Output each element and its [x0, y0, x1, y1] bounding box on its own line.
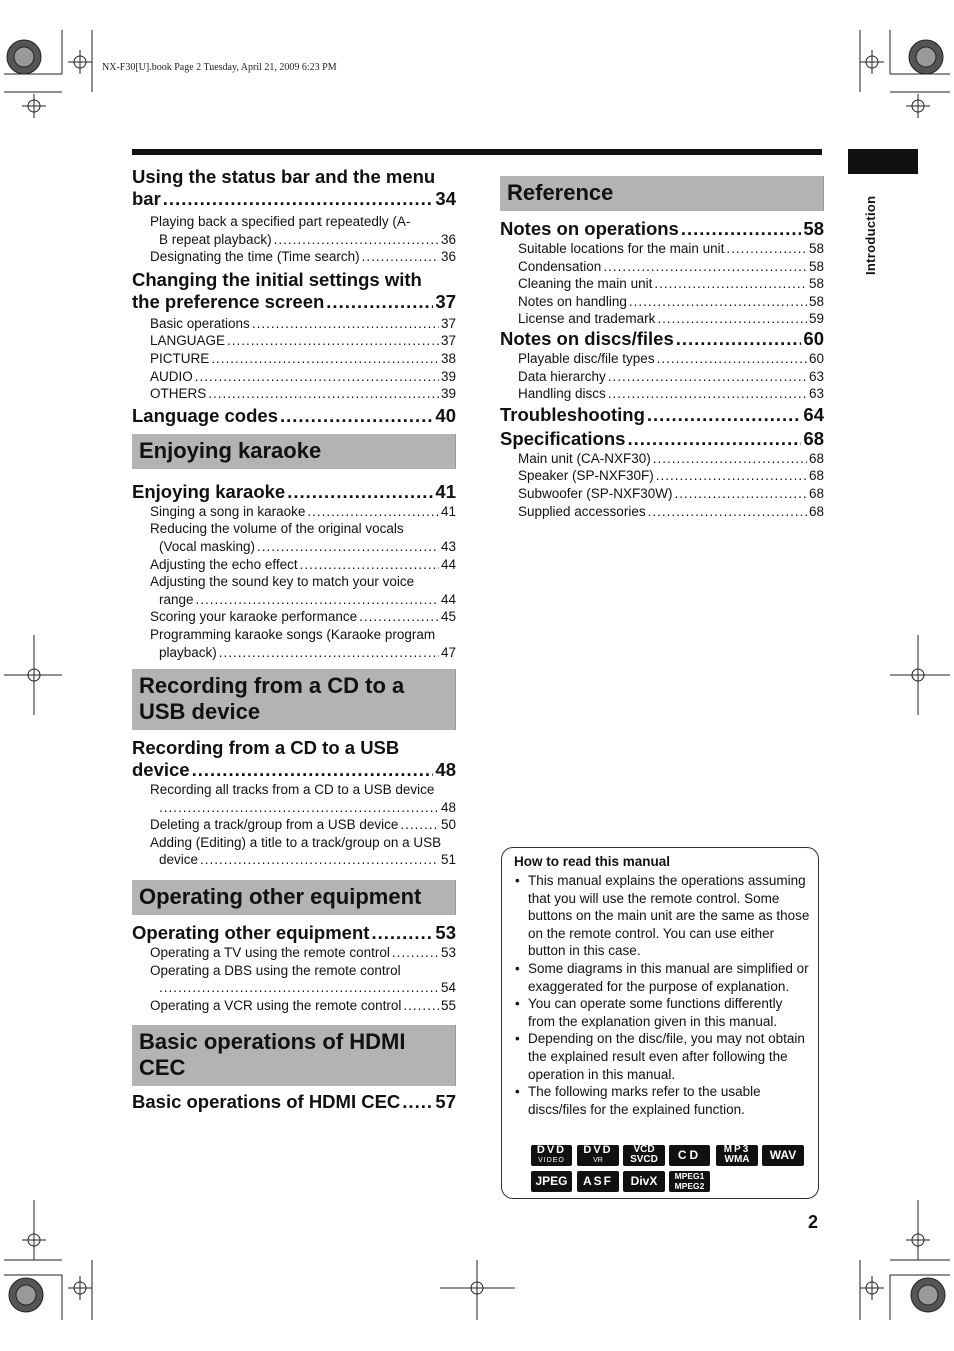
note-list — [514, 872, 810, 1118]
file-header: NX-F30[U].book Page 2 Tuesday, April 21, 2009 6:23 PM — [102, 62, 337, 73]
note-heading: How to read this manual — [514, 854, 671, 869]
toc-subentry[interactable]: Cleaning the main unit ..... 58 — [500, 275, 824, 293]
page-number: 2 — [808, 1212, 819, 1232]
toc-entry[interactable]: Enjoying karaoke ..... 41 — [132, 481, 456, 503]
toc-entry[interactable]: Notes on discs/files ..... 60 — [500, 328, 824, 350]
toc-entry[interactable]: Notes on operations ..... 58 — [500, 218, 824, 240]
toc-subentry[interactable]: Operating a DBS using the remote control ..... 54 — [132, 962, 456, 997]
wav-mark: WAV — [762, 1145, 804, 1166]
vcd-svcd-mark: VCD SVCD — [623, 1145, 665, 1166]
toc-entry[interactable]: Changing the initial settings with the preference screen ..... 37 — [132, 269, 456, 313]
dvd-vr-mark: DVD VR — [577, 1145, 619, 1166]
toc-subentry[interactable]: Playing back a specified part repeatedly (A- B repeat playback) ..... 36 — [132, 213, 456, 248]
toc-entry[interactable]: Language codes ..... 40 — [132, 405, 456, 427]
toc-subentry[interactable]: Reducing the volume of the original vocals (Vocal masking) ..... 43 — [132, 520, 456, 555]
section-tab — [848, 149, 918, 174]
toc-subentry[interactable]: Programming karaoke songs (Karaoke program playback) ..... 47 — [132, 626, 456, 661]
toc-subentry[interactable]: Scoring your karaoke performance ..... 45 — [132, 608, 456, 626]
toc-subentry[interactable]: Adjusting the sound key to match your voice range ..... 44 — [132, 573, 456, 608]
toc-entry[interactable]: Using the status bar and the menu bar ..... 34 — [132, 166, 456, 210]
toc-column-left — [132, 166, 456, 1113]
side-tab-label: Introduction — [863, 195, 878, 275]
toc-subentry[interactable]: Speaker (SP-NXF30F) ..... 68 — [500, 467, 824, 485]
toc-subentry[interactable]: Notes on handling ..... 58 — [500, 293, 824, 311]
toc-subentry[interactable]: Playable disc/file types ..... 60 — [500, 350, 824, 368]
toc-subentry[interactable]: Operating a TV using the remote control ..... 53 — [132, 944, 456, 962]
toc-entry[interactable]: Basic operations of HDMI CEC ..... 57 — [132, 1091, 456, 1113]
asf-mark: ASF — [577, 1171, 619, 1192]
toc-subentry[interactable]: AUDIO ..... 39 — [132, 368, 456, 386]
section-band-recording: Recording from a CD to a USB device — [132, 669, 456, 730]
toc-subentry[interactable]: License and trademark ..... 59 — [500, 310, 824, 328]
toc-subentry[interactable]: Adding (Editing) a title to a track/group on a USB device ..... 51 — [132, 834, 456, 869]
toc-subentry[interactable]: OTHERS ..... 39 — [132, 385, 456, 403]
note-bullet: • Depending on the disc/file, you may not obtain the explained result even after following the operation in this manual. — [514, 1030, 810, 1083]
note-bullet: • You can operate some functions differently from the explanation given in this manual. — [514, 995, 810, 1030]
jpeg-mark: JPEG — [531, 1171, 572, 1192]
toc-subentry[interactable]: Data hierarchy ..... 63 — [500, 368, 824, 386]
mp3-wma-mark: MP3 WMA — [716, 1145, 758, 1166]
toc-subentry[interactable]: Handling discs ..... 63 — [500, 385, 824, 403]
divx-mark: DivX — [623, 1171, 665, 1192]
toc-subentry[interactable]: Suitable locations for the main unit ..... 58 — [500, 240, 824, 258]
note-bullet: • Some diagrams in this manual are simplified or exaggerated for the purpose of explanation. — [514, 960, 810, 995]
toc-column-right — [500, 176, 824, 520]
toc-entry[interactable]: Specifications ..... 68 — [500, 428, 824, 450]
section-band-other-equipment: Operating other equipment — [132, 880, 456, 915]
toc-entry[interactable]: Operating other equipment ..... 53 — [132, 922, 456, 944]
toc-entry[interactable]: Troubleshooting ..... 64 — [500, 404, 824, 426]
cd-mark: CD — [669, 1145, 710, 1166]
top-rule — [132, 149, 822, 155]
toc-subentry[interactable]: Singing a song in karaoke ..... 41 — [132, 503, 456, 521]
toc-subentry[interactable]: Condensation ..... 58 — [500, 258, 824, 276]
toc-subentry[interactable]: Subwoofer (SP-NXF30W) ..... 68 — [500, 485, 824, 503]
note-bullet: • The following marks refer to the usable discs/files for the explained function. — [514, 1083, 810, 1118]
dvd-video-mark: DVD VIDEO — [531, 1145, 572, 1166]
toc-subentry[interactable]: Basic operations ..... 37 — [132, 315, 456, 333]
toc-subentry[interactable]: PICTURE ..... 38 — [132, 350, 456, 368]
toc-subentry[interactable]: LANGUAGE ..... 37 — [132, 332, 456, 350]
toc-subentry[interactable]: Designating the time (Time search) ..... 36 — [132, 248, 456, 266]
toc-subentry[interactable]: Deleting a track/group from a USB device ..... 50 — [132, 816, 456, 834]
how-to-read-box — [501, 847, 819, 1199]
toc-subentry[interactable]: Main unit (CA-NXF30) ..... 68 — [500, 450, 824, 468]
toc-subentry[interactable]: Adjusting the echo effect ..... 44 — [132, 556, 456, 574]
toc-subentry[interactable]: Operating a VCR using the remote control ..... 55 — [132, 997, 456, 1015]
section-band-hdmi-cec: Basic operations of HDMI CEC — [132, 1025, 456, 1086]
toc-entry[interactable]: Recording from a CD to a USB device ..... 48 — [132, 737, 456, 781]
toc-subentry[interactable]: Supplied accessories ..... 68 — [500, 503, 824, 521]
section-band-reference: Reference — [500, 176, 824, 211]
section-band-karaoke: Enjoying karaoke — [132, 434, 456, 469]
mpeg-mark: MPEG1 MPEG2 — [669, 1171, 710, 1192]
note-bullet: • This manual explains the operations assuming that you will use the remote control. Some buttons on the main unit are the same as those on the remote control. You can use either button in this case. — [514, 872, 810, 960]
toc-subentry[interactable]: Recording all tracks from a CD to a USB device ..... 48 — [132, 781, 456, 816]
